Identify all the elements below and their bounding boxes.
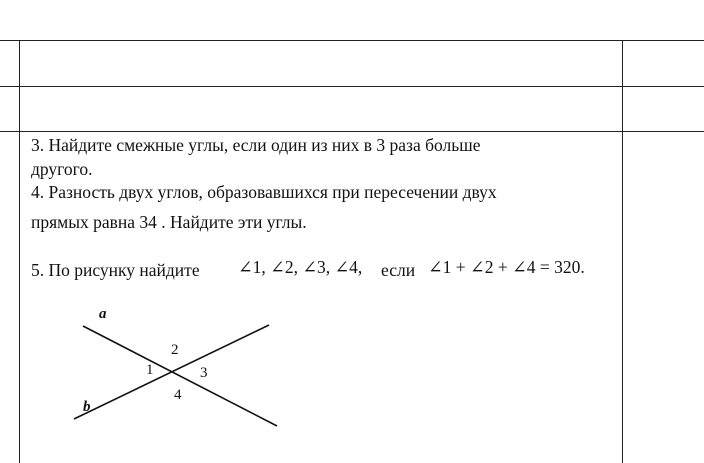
table-top-border xyxy=(0,40,704,41)
line-a xyxy=(83,326,277,426)
angle-4-label: 4 xyxy=(174,387,182,403)
angle-2-label: 2 xyxy=(171,342,179,358)
intersecting-lines-figure xyxy=(60,300,290,435)
angle-1-label: 1 xyxy=(146,362,154,378)
table-row-divider-1 xyxy=(0,86,704,87)
task-3-line-1: 3. Найдите смежные углы, если один из них в 3 раза больше xyxy=(31,135,481,155)
table-col-divider-left xyxy=(19,40,20,463)
task-3-line-2: другого. xyxy=(31,159,93,179)
line-a-label: a xyxy=(99,306,107,322)
task-5-prefix: 5. По рисунку найдите xyxy=(31,260,200,280)
table-row-divider-2 xyxy=(0,131,704,132)
angle-3-label: 3 xyxy=(200,365,208,381)
task-5-condition: ∠1 + ∠2 + ∠4 = 320. xyxy=(428,257,585,277)
task-4-line-2: прямых равна 34 . Найдите эти углы. xyxy=(31,212,307,232)
task-5-angles: ∠1, ∠2, ∠3, ∠4, xyxy=(238,257,363,277)
task-5-if: если xyxy=(381,260,416,280)
line-b xyxy=(74,325,269,419)
table-col-divider-right xyxy=(622,40,623,463)
task-4-line-1: 4. Разность двух углов, образовавшихся при пересечении двух xyxy=(31,182,497,202)
line-b-label: b xyxy=(83,399,91,415)
